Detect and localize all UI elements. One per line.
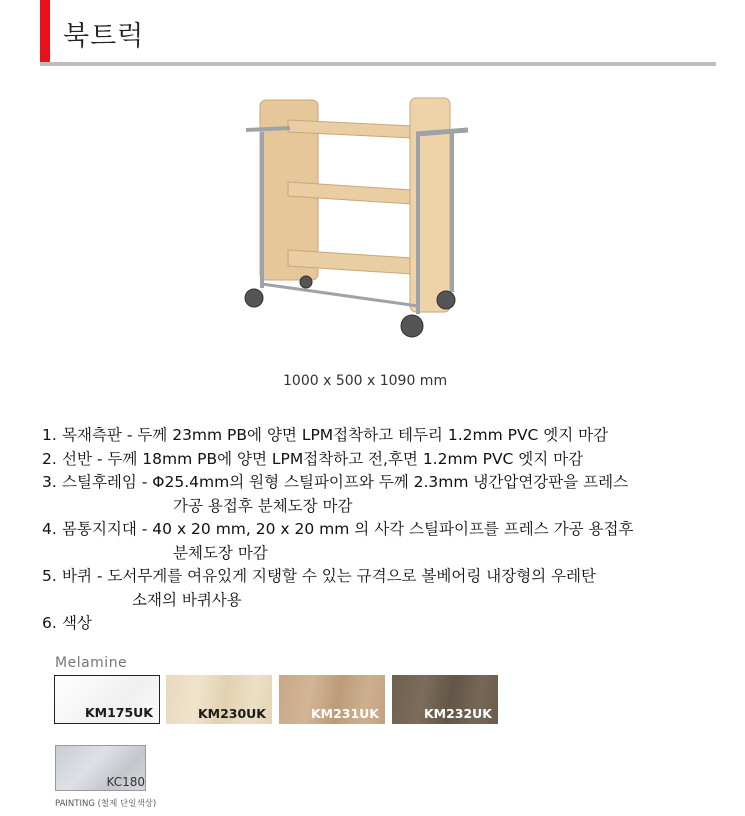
- spec-number: 1.: [42, 426, 57, 444]
- spec-text: 몸통지지대 - 40 x 20 mm, 20 x 20 mm 의 사각 스틸파이프를 프레스 가공 용접후: [62, 520, 634, 538]
- wheel: [300, 276, 312, 288]
- color-swatch-km175uk: [54, 675, 160, 724]
- spec-text: 색상: [62, 614, 92, 632]
- spec-text: 목재측판 - 두께 23mm PB에 양면 LPM접착하고 테두리 1.2mm PVC 엣지 마감: [62, 426, 609, 444]
- spec-item: [42, 612, 732, 636]
- spec-number: 6.: [42, 614, 57, 632]
- spec-continuation: 소재의 바퀴사용: [132, 590, 242, 609]
- swatch-code: KM231UK: [310, 706, 379, 721]
- wheel: [401, 315, 423, 337]
- swatch-code: KM230UK: [197, 706, 266, 721]
- wheel: [245, 289, 263, 307]
- page-title: 북트럭: [63, 21, 145, 52]
- spec-text: 스틸후레임 - Φ25.4mm의 원형 스틸파이프와 두께 2.3mm 냉간압연강판을 프레스: [62, 473, 629, 491]
- spec-number: 3.: [42, 473, 57, 491]
- wheel: [437, 291, 455, 309]
- spec-item: [42, 448, 732, 472]
- color-swatch-km232uk: [392, 675, 498, 724]
- spec-number: 5.: [42, 567, 57, 585]
- title-divider: [40, 62, 716, 66]
- base-frame: [262, 284, 418, 306]
- spec-item: [42, 565, 732, 612]
- book-truck-image: [240, 92, 492, 344]
- melamine-label: Melamine: [55, 655, 128, 671]
- color-swatch-kc180: [55, 745, 146, 791]
- left-handle: [246, 128, 290, 130]
- swatch-code: KM175UK: [84, 705, 153, 720]
- spec-text: 바퀴 - 도서무게를 여유있게 지탱할 수 있는 규격으로 볼베어링 내장형의 우레탄: [62, 567, 597, 585]
- title-accent-bar: [40, 0, 50, 63]
- spec-item: [42, 424, 732, 448]
- spec-number: 4.: [42, 520, 57, 538]
- spec-continuation: 분체도장 마감: [173, 543, 268, 562]
- product-dimensions: 1000 x 500 x 1090 mm: [283, 373, 448, 389]
- swatch-code: KC180: [106, 775, 145, 789]
- color-swatch-km230uk: [166, 675, 272, 724]
- spec-item: [42, 471, 732, 518]
- spec-item: [42, 518, 732, 565]
- spec-list: [42, 424, 732, 636]
- color-swatch-km231uk: [279, 675, 385, 724]
- painting-label: PAINTING (철제 단일색상): [55, 799, 157, 809]
- spec-number: 2.: [42, 449, 57, 468]
- swatch-code: KM232UK: [423, 706, 492, 721]
- spec-text: 선반 - 두께 18mm PB에 양면 LPM접착하고 전,후면 1.2mm PVC 엣지 마감: [62, 449, 584, 468]
- spec-continuation: 가공 용접후 분체도장 마감: [173, 496, 353, 515]
